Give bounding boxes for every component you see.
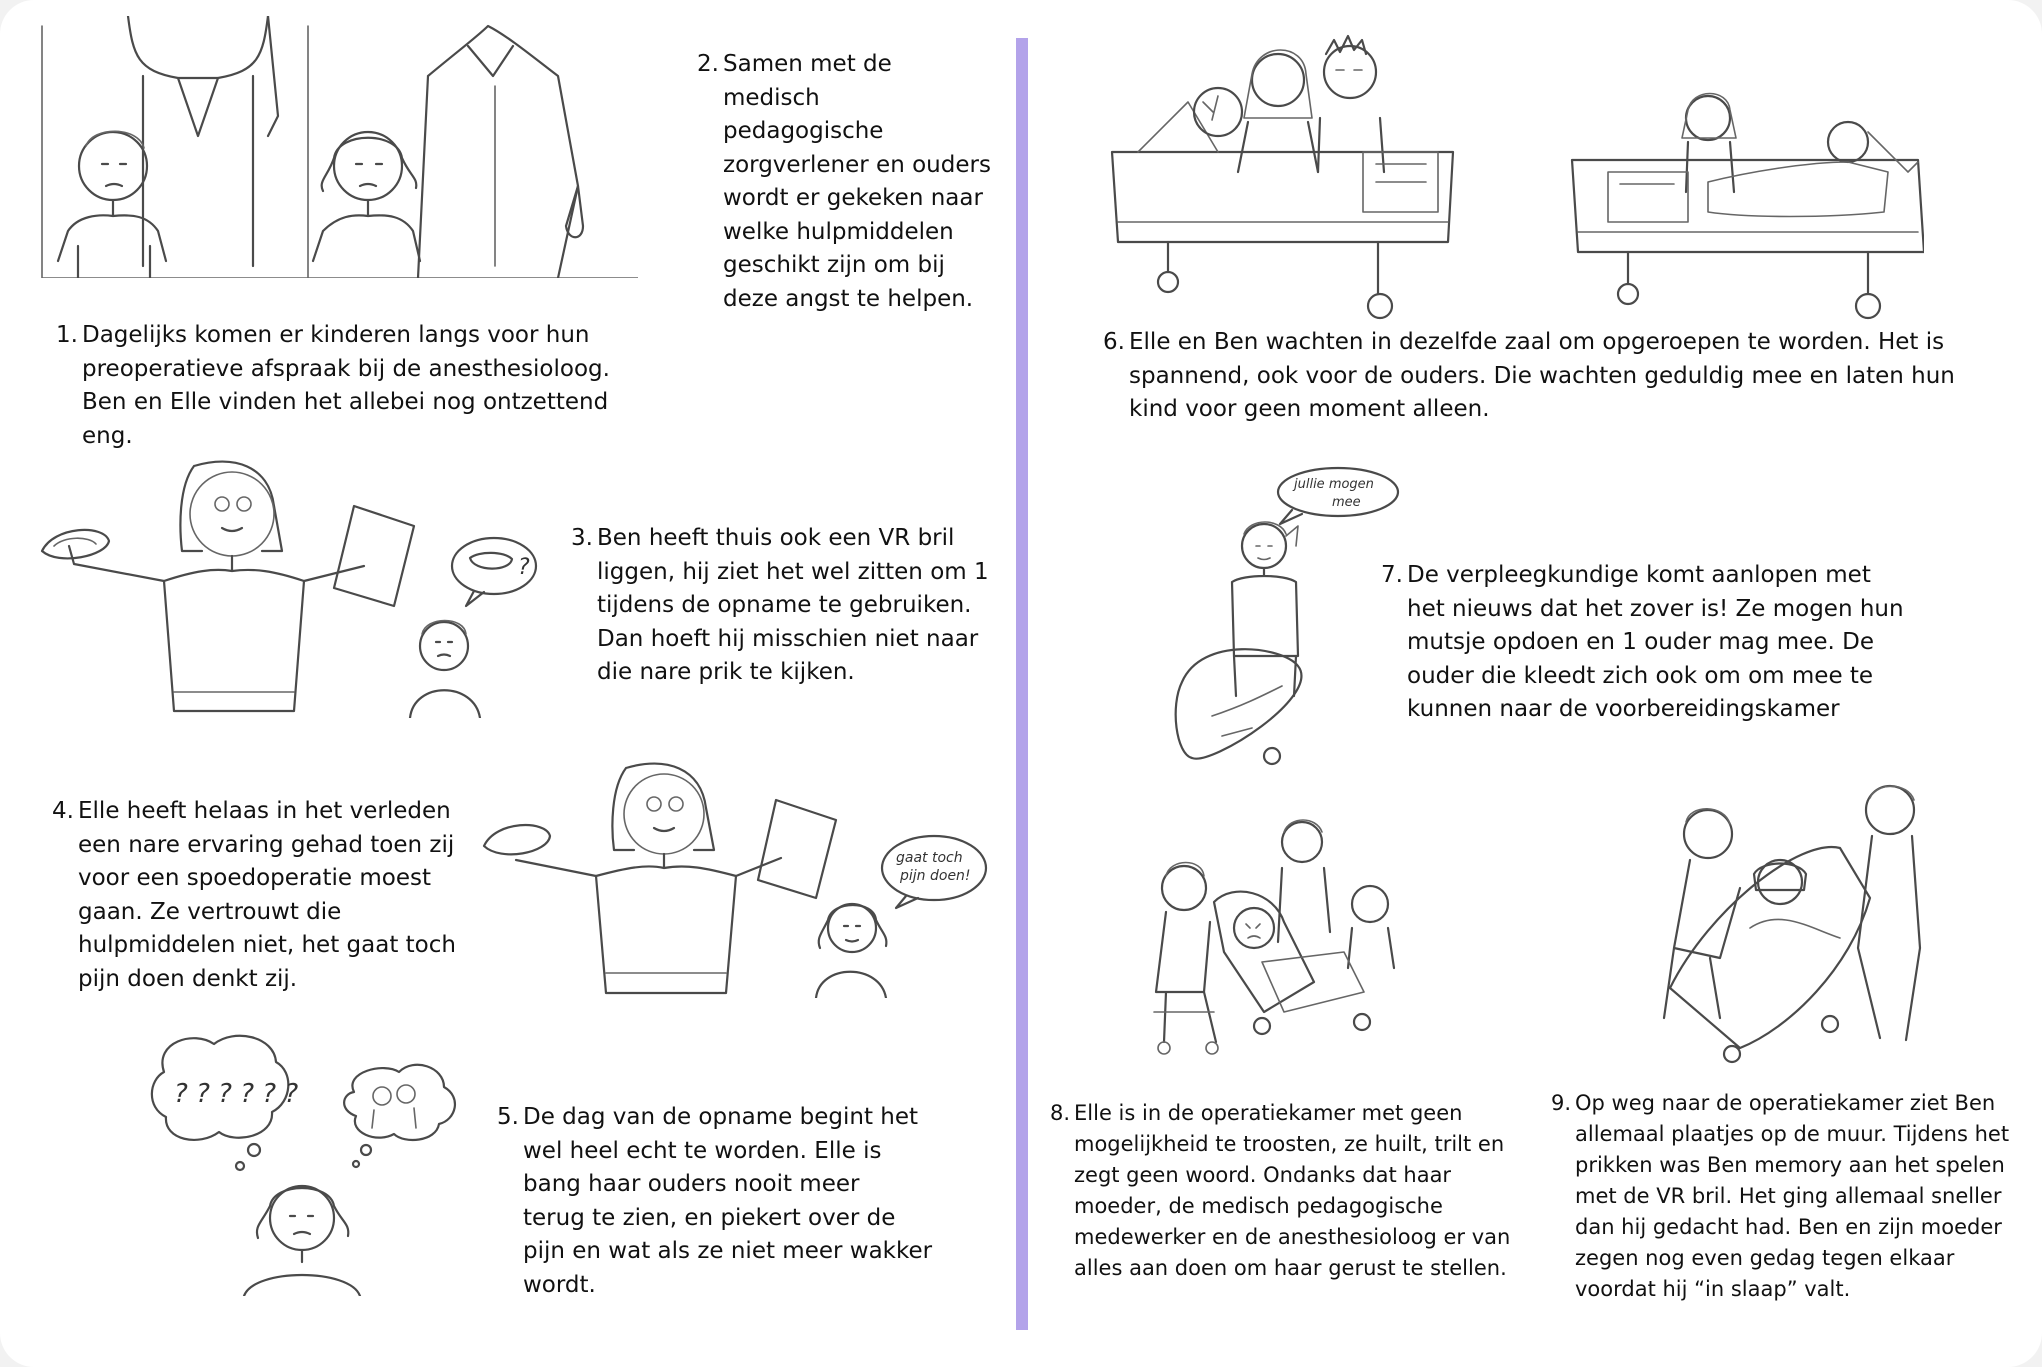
step-4-number: 4. <box>52 798 74 824</box>
step-5 <box>497 1101 997 1302</box>
step-1 <box>56 319 616 453</box>
step-9 <box>1551 1088 2021 1305</box>
sketch-operating-room-elle <box>1144 812 1414 1060</box>
step-3 <box>571 522 1011 690</box>
question-mark-text: ? <box>518 555 530 580</box>
step-4-text: Elle heeft helaas in het verleden een nare ervaring gehad toen zij voor een spoedoperatie moest gaan. Ze vertrouwt die hulpmiddelen niet, het gaat toch pijn doen denkt zij. <box>78 798 456 992</box>
step-4 <box>52 795 472 996</box>
step-3-number: 3. <box>571 525 593 551</box>
sketch-kids-with-parents <box>38 16 638 278</box>
nurse-speech-line-1: jullie mogen <box>1294 477 1374 492</box>
sketch-ben-with-vr <box>1650 778 1932 1084</box>
step-9-text: Op weg naar de operatiekamer ziet Ben allemaal plaatjes op de muur. Tijdens het prikken was Ben memory aan het spelen met de VR bril. Het ging allemaal sneller dan hij gedacht had. Ben en zijn moeder zegen nog even gedag tegen elkaar voordat hij “in slaap” valt. <box>1575 1091 2010 1301</box>
sketch-vr-explanation-ben <box>34 456 554 718</box>
step-6-number: 6. <box>1103 329 1125 355</box>
step-7 <box>1381 559 2001 727</box>
step-1-text: Dagelijks komen er kinderen langs voor hun preoperatieve afspraak bij de anesthesioloog. Ben en Elle vinden het allebei nog ontzettend eng. <box>82 322 610 449</box>
sketch-worried-elle <box>144 1032 466 1296</box>
step-5-number: 5. <box>497 1104 519 1130</box>
step-5-text: De dag van de opname begint het wel heel echt te worden. Elle is bang haar ouders nooit meer terug te zien, en piekert over de pijn en wat als ze niet meer wakker wordt. <box>523 1104 933 1298</box>
elle-speech-line-1: gaat toch <box>896 850 963 866</box>
step-2 <box>697 48 997 316</box>
step-3-text: Ben heeft thuis ook een VR bril liggen, hij ziet het wel zitten om 1 tijdens de opname te gebruiken. Dan hoeft hij misschien niet naar die nare prik te kijken. <box>597 525 989 685</box>
step-6 <box>1103 326 2003 427</box>
step-2-text: Samen met de medisch pedagogische zorgverlener en ouders wordt er gekeken naar welke hulpmiddelen geschikt zijn om bij deze angst te helpen. <box>723 51 991 312</box>
step-9-number: 9. <box>1551 1091 1572 1115</box>
nurse-speech-line-2: mee <box>1332 495 1361 510</box>
step-2-number: 2. <box>697 51 719 77</box>
sketch-waiting-room-beds <box>1108 22 1924 324</box>
step-7-text: De verpleegkundige komt aanlopen met het nieuws dat het zover is! Ze mogen hun mutsje opdoen en 1 ouder mag mee. De ouder die kleedt zich ook om om mee te kunnen naar de voorbereidingskamer <box>1407 562 1904 722</box>
step-8 <box>1050 1098 1520 1284</box>
step-8-number: 8. <box>1050 1101 1071 1125</box>
sketch-vr-explanation-elle <box>476 758 996 998</box>
step-7-number: 7. <box>1381 562 1403 588</box>
step-1-number: 1. <box>56 322 78 348</box>
step-8-text: Elle is in de operatiekamer met geen mogelijkheid te troosten, ze huilt, trilt en zegt geen woord. Ondanks dat haar moeder, de medisch pedagogische medewerker en de anesthesioloog er van alles aan doen om haar gerust te stellen. <box>1074 1101 1511 1280</box>
page-divider <box>1016 38 1028 1330</box>
step-6-text: Elle en Ben wachten in dezelfde zaal om opgeroepen te worden. Het is spannend, ook voor de ouders. Die wachten geduldig mee en laten hun kind voor geen moment alleen. <box>1129 329 1955 422</box>
thought-question-marks: ? ? ? ? ? ? <box>174 1079 299 1109</box>
sketch-nurse-announcement <box>1172 466 1412 770</box>
elle-speech-line-2: pijn doen! <box>900 868 971 884</box>
